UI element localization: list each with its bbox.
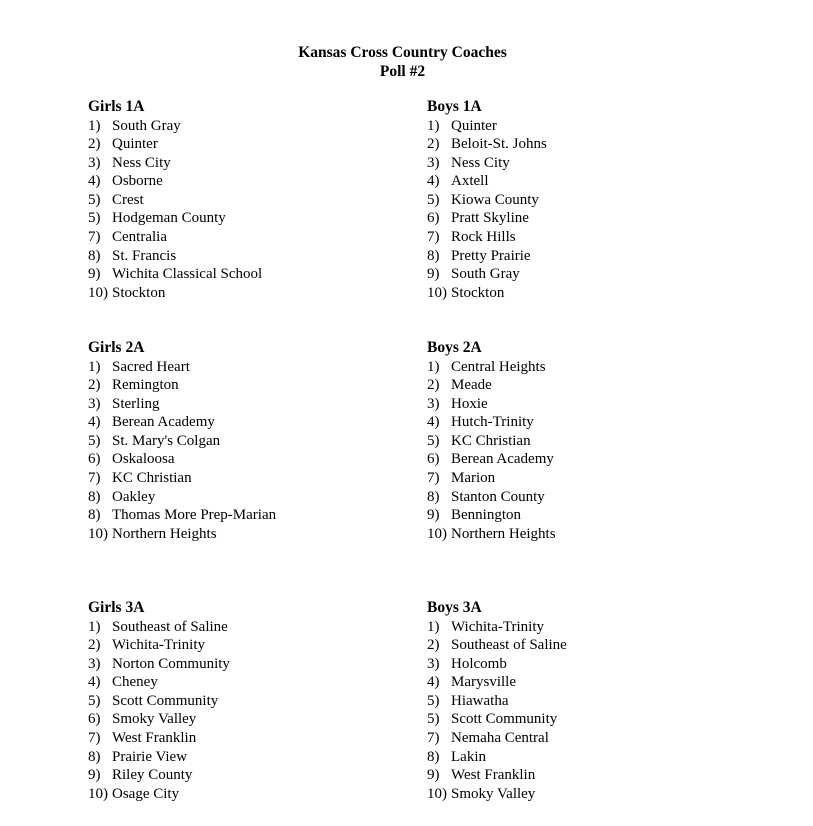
list-item [88,135,408,154]
team-name: Scott Community [451,711,558,728]
ranking-list [88,618,408,804]
ranking-list [88,358,408,544]
ranking-list [427,618,747,804]
team-name: Sacred Heart [112,358,190,375]
rank-number: 8) [427,247,440,264]
list-item [88,413,408,432]
rank-number: 10) [88,785,108,802]
rank-number: 10) [88,525,108,542]
team-name: Meade [451,377,492,394]
rank-number: 5) [88,692,101,709]
team-name: West Franklin [112,730,197,747]
list-item [88,172,408,191]
rank-number: 4) [88,414,101,431]
section-heading: Boys 1A [427,98,482,115]
rank-number: 3) [427,154,440,171]
team-name: Stanton County [451,488,545,505]
list-item [427,284,747,303]
section-girls-2a [88,339,408,543]
rank-number: 3) [427,655,440,672]
list-item [88,692,408,711]
rank-number: 5) [88,191,101,208]
rank-number: 2) [88,136,101,153]
rank-number: 8) [427,488,440,505]
section-girls-1a [88,98,408,302]
list-item [427,265,747,284]
team-name: Osborne [112,173,163,190]
rank-number: 9) [427,507,440,524]
list-item [88,636,408,655]
section-heading: Boys 2A [427,339,482,356]
ranking-list [427,117,747,303]
rank-number: 1) [88,117,101,134]
list-item [427,413,747,432]
team-name: Sterling [112,395,160,412]
team-name: St. Mary's Colgan [112,432,221,449]
team-name: Ness City [112,154,171,171]
list-item [427,785,747,804]
ranking-list [427,358,747,544]
team-name: Wichita Classical School [112,266,263,283]
team-name: Northern Heights [451,525,556,542]
rank-number: 1) [427,117,440,134]
rank-number: 4) [88,674,101,691]
rank-number: 2) [427,377,440,394]
list-item [88,358,408,377]
list-item [88,673,408,692]
list-item [427,395,747,414]
list-item [88,450,408,469]
list-item [88,154,408,173]
section-heading: Boys 3A [427,599,482,616]
list-item [427,358,747,377]
team-name: Cheney [112,674,158,691]
team-name: Stockton [112,284,166,301]
list-item [88,228,408,247]
list-item [427,729,747,748]
rank-number: 5) [88,210,101,227]
list-item [427,506,747,525]
team-name: Stockton [451,284,505,301]
list-item [427,432,747,451]
team-name: Marion [451,470,496,487]
team-name: Remington [112,377,179,394]
team-name: Lakin [451,748,486,765]
section-boys-1a [427,98,747,302]
rank-number: 3) [427,395,440,412]
team-name: Riley County [112,767,193,784]
document-title: Kansas Cross Country Coaches [298,44,507,61]
list-item [88,284,408,303]
rank-number: 2) [88,637,101,654]
team-name: Quinter [112,136,158,153]
team-name: Berean Academy [451,451,554,468]
rank-number: 8) [427,748,440,765]
list-item [427,191,747,210]
rank-number: 5) [427,191,440,208]
list-item [88,729,408,748]
rank-number: 10) [88,284,108,301]
list-item [88,247,408,266]
rank-number: 9) [88,266,101,283]
team-name: Norton Community [112,655,230,672]
list-item [427,247,747,266]
team-name: Quinter [451,117,497,134]
list-item [88,191,408,210]
rank-number: 7) [88,229,101,246]
rank-number: 1) [88,358,101,375]
rank-number: 7) [427,470,440,487]
team-name: Pretty Prairie [451,247,531,264]
team-name: Smoky Valley [451,785,536,802]
team-name: South Gray [451,266,520,283]
team-name: KC Christian [451,432,531,449]
team-name: Hoxie [451,395,488,412]
rank-number: 8) [88,507,101,524]
list-item [88,710,408,729]
rank-number: 4) [427,414,440,431]
list-item [88,525,408,544]
rank-number: 2) [88,377,101,394]
team-name: Osage City [112,785,180,802]
list-item [427,376,747,395]
list-item [88,376,408,395]
team-name: Wichita-Trinity [112,637,206,654]
section-boys-3a [427,599,747,803]
rank-number: 3) [88,395,101,412]
team-name: Southeast of Saline [451,637,567,654]
team-name: Central Heights [451,358,546,375]
document-subtitle: Poll #2 [379,63,426,80]
list-item [427,135,747,154]
team-name: Centralia [112,229,167,246]
rank-number: 10) [427,525,447,542]
team-name: KC Christian [112,470,192,487]
team-name: South Gray [112,117,181,134]
list-item [427,209,747,228]
rank-number: 5) [427,432,440,449]
list-item [427,117,747,136]
list-item [88,655,408,674]
team-name: St. Francis [112,247,177,264]
list-item [427,154,747,173]
rank-number: 2) [427,637,440,654]
rank-number: 1) [427,358,440,375]
rank-number: 5) [427,711,440,728]
section-girls-3a [88,599,408,803]
list-item [427,228,747,247]
list-item [88,432,408,451]
list-item [427,655,747,674]
team-name: Wichita-Trinity [451,618,545,635]
team-name: Oakley [112,488,156,505]
list-item [427,692,747,711]
team-name: Ness City [451,154,510,171]
list-item [88,748,408,767]
list-item [427,488,747,507]
rank-number: 5) [427,692,440,709]
team-name: Hodgeman County [112,210,226,227]
list-item [427,618,747,637]
list-item [88,506,408,525]
list-item [88,209,408,228]
rank-number: 8) [88,748,101,765]
team-name: Thomas More Prep-Marian [112,507,277,524]
team-name: West Franklin [451,767,536,784]
list-item [427,525,747,544]
team-name: Bennington [451,507,521,524]
section-boys-2a [427,339,747,543]
rank-number: 1) [427,618,440,635]
team-name: Hutch-Trinity [451,414,534,431]
rank-number: 6) [88,711,101,728]
section-heading: Girls 1A [88,98,145,115]
list-item [427,766,747,785]
team-name: Prairie View [112,748,188,765]
team-name: Rock Hills [451,229,516,246]
list-item [88,785,408,804]
rank-number: 6) [427,210,440,227]
team-name: Marysville [451,674,516,691]
list-item [88,766,408,785]
ranking-list [88,117,408,303]
list-item [427,673,747,692]
team-name: Kiowa County [451,191,539,208]
rank-number: 2) [427,136,440,153]
team-name: Holcomb [451,655,507,672]
rank-number: 9) [88,767,101,784]
rank-number: 7) [427,229,440,246]
rank-number: 6) [88,451,101,468]
rank-number: 7) [88,470,101,487]
team-name: Scott Community [112,692,219,709]
team-name: Pratt Skyline [451,210,529,227]
rank-number: 9) [427,266,440,283]
rank-number: 10) [427,284,447,301]
team-name: Berean Academy [112,414,215,431]
team-name: Northern Heights [112,525,217,542]
list-item [88,265,408,284]
rank-number: 3) [88,154,101,171]
list-item [88,117,408,136]
rank-number: 8) [88,247,101,264]
team-name: Southeast of Saline [112,618,228,635]
rank-number: 4) [88,173,101,190]
list-item [427,172,747,191]
section-heading: Girls 2A [88,339,145,356]
team-name: Beloit-St. Johns [451,136,547,153]
rank-number: 4) [427,674,440,691]
rank-number: 5) [88,432,101,449]
document-header [0,43,805,81]
list-item [88,469,408,488]
rank-number: 7) [88,730,101,747]
list-item [427,710,747,729]
rank-number: 8) [88,488,101,505]
rank-number: 9) [427,767,440,784]
team-name: Nemaha Central [451,730,549,747]
list-item [88,618,408,637]
rank-number: 4) [427,173,440,190]
team-name: Crest [112,191,144,208]
section-heading: Girls 3A [88,599,145,616]
list-item [427,636,747,655]
list-item [88,488,408,507]
rank-number: 1) [88,618,101,635]
team-name: Oskaloosa [112,451,175,468]
rank-number: 7) [427,730,440,747]
list-item [427,469,747,488]
team-name: Axtell [451,173,489,190]
team-name: Smoky Valley [112,711,197,728]
list-item [427,748,747,767]
list-item [88,395,408,414]
team-name: Hiawatha [451,692,509,709]
rank-number: 6) [427,451,440,468]
list-item [427,450,747,469]
rank-number: 3) [88,655,101,672]
rank-number: 10) [427,785,447,802]
